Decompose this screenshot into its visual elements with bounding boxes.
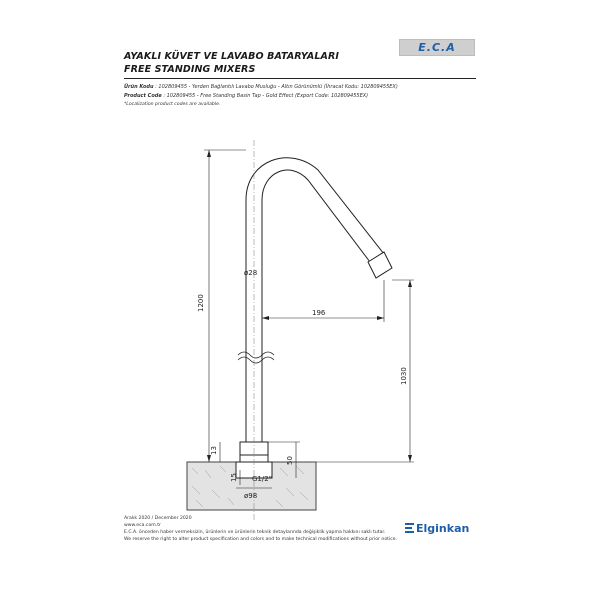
- dim-pipe-diameter-label: ø28: [244, 269, 258, 277]
- footer-date: Aralık 2020 / December 2020: [124, 516, 192, 521]
- elginkan-brand-text: Elginkan: [416, 522, 470, 535]
- dim-50-label: 50: [286, 456, 294, 465]
- dim-base-diameter-label: ø98: [244, 492, 258, 500]
- spec-value-en: : 102809455 - Free Standing Basin Tap - Gold Effect (Export Code: 102809455EX): [163, 93, 369, 99]
- elginkan-brand: [405, 522, 469, 536]
- spec-label-en: Product Code: [124, 93, 162, 99]
- dim-1200-label: 1200: [197, 294, 205, 312]
- dim-15-label: 15: [230, 473, 238, 482]
- title-english: FREE STANDING MIXERS: [124, 64, 256, 75]
- elginkan-mark-icon: [405, 523, 414, 536]
- title-turkish: AYAKLI KÜVET VE LAVABO BATARYALARI: [124, 51, 340, 62]
- dim-thread-label: G1/2": [252, 475, 272, 483]
- dim-196-label: 196: [312, 309, 326, 317]
- localization-note: *Localization product codes are available.: [124, 102, 221, 107]
- spec-label-tr: Ürün Kodu: [124, 84, 154, 90]
- footer-disclaimer-tr: E.C.A. önceden haber vermeksizin, ürünlerin ve ürünlerin teknik detaylarında değişiklik yapma hakkını saklı tutar.: [124, 530, 386, 535]
- eca-logo-text: E.C.A: [418, 41, 456, 54]
- dim-1030-label: 1030: [400, 367, 408, 385]
- footer-website[interactable]: www.eca.com.tr: [124, 523, 161, 528]
- dim-13-label: 13: [210, 446, 218, 455]
- footer-disclaimer-en: We reserve the right to alter product specification and colors and to make technical modifications without prior notice.: [124, 537, 398, 542]
- spec-value-tr: : 102809455 - Yerden Bağlantılı Lavabo Musluğu - Altın Görünümlü (İhracat Kodu: 102809455EX): [155, 84, 398, 90]
